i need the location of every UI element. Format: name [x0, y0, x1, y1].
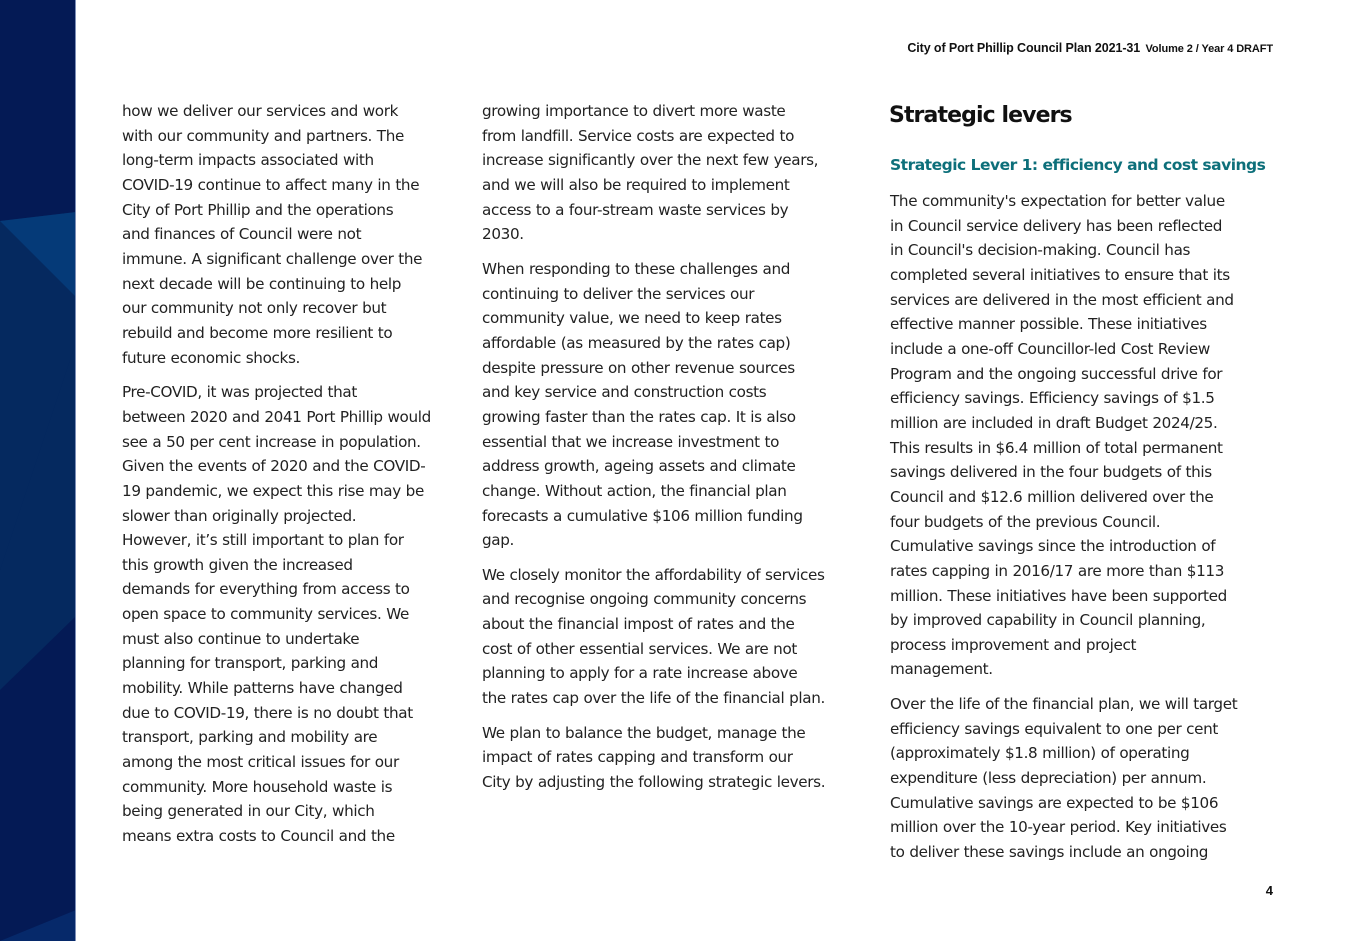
- text-line: must also continue to undertake: [122, 629, 360, 648]
- sidebar-edge-line: [75, 0, 76, 941]
- text-line: about the financial impost of rates and the: [482, 615, 795, 634]
- text-line: immune. A significant challenge over the: [122, 249, 423, 268]
- document-title: City of Port Phillip Council Plan 2021-31: [907, 41, 1141, 55]
- text-line: among the most critical issues for our: [122, 753, 399, 772]
- text-line: savings delivered in the four budgets of this: [890, 463, 1212, 482]
- text-line: being generated in our City, which: [122, 802, 375, 821]
- text-line: between 2020 and 2041 Port Phillip would: [122, 407, 431, 426]
- text-line: Over the life of the financial plan, we will target: [890, 695, 1238, 714]
- text-line: services are delivered in the most efficient and: [890, 290, 1234, 309]
- paragraph: [482, 99, 872, 247]
- text-line: long-term impacts associated with: [122, 151, 374, 170]
- text-line: management.: [890, 660, 993, 679]
- text-line: However, it’s still important to plan for: [122, 531, 404, 550]
- paragraph: [482, 257, 872, 553]
- document-volume: Volume 2 / Year 4 DRAFT: [1145, 43, 1273, 55]
- text-line: million over the 10-year period. Key initiatives: [890, 818, 1227, 837]
- text-line: We plan to balance the budget, manage the: [482, 723, 806, 742]
- running-header: [907, 41, 1273, 55]
- text-line: The community's expectation for better value: [890, 192, 1225, 210]
- text-line: Council and $12.6 million delivered over the: [890, 487, 1214, 506]
- text-line: 19 pandemic, we expect this rise may be: [122, 481, 424, 500]
- text-line: open space to community services. We: [122, 605, 409, 624]
- text-line: and key service and construction costs: [482, 383, 767, 402]
- text-line: 2030.: [482, 225, 524, 244]
- text-line: When responding to these challenges and: [482, 259, 791, 278]
- sidebar-geometric-pattern: [0, 0, 76, 941]
- section-heading: Strategic levers: [889, 103, 1072, 128]
- text-line: This results in $6.4 million of total permanent: [890, 438, 1223, 457]
- text-line: community. More household waste is: [122, 777, 393, 796]
- subsection-heading: Strategic Lever 1: efficiency and cost savings: [890, 156, 1266, 174]
- text-line: in Council service delivery has been reflected: [890, 216, 1223, 235]
- text-line: our community not only recover but: [122, 299, 387, 318]
- text-line: planning to apply for a rate increase above: [482, 664, 798, 683]
- text-line: affordable (as measured by the rates cap): [482, 333, 791, 352]
- text-line: Cumulative savings since the introduction of: [890, 537, 1216, 556]
- text-line: million are included in draft Budget 2024/25.: [890, 413, 1218, 432]
- text-column-1: [122, 99, 467, 859]
- text-column-2: [482, 99, 872, 805]
- text-line: efficiency savings. Efficiency savings of $1.5: [890, 389, 1215, 408]
- text-line: see a 50 per cent increase in population.: [122, 432, 421, 451]
- text-line: COVID-19 continue to affect many in the: [122, 175, 420, 194]
- text-line: and we will also be required to implement: [482, 175, 790, 194]
- text-line: demands for everything from access to: [122, 580, 410, 599]
- text-line: the rates cap over the life of the financial plan.: [482, 689, 825, 708]
- text-line: address growth, ageing assets and climate: [482, 457, 796, 476]
- text-line: despite pressure on other revenue sources: [482, 358, 795, 377]
- text-line: impact of rates capping and transform our: [482, 748, 793, 767]
- text-line: future economic shocks.: [122, 348, 300, 367]
- text-line: next decade will be continuing to help: [122, 274, 402, 293]
- text-line: rebuild and become more resilient to: [122, 323, 393, 342]
- text-line: continuing to deliver the services our: [482, 284, 755, 303]
- paragraph: [482, 721, 872, 795]
- paragraph: [122, 99, 467, 370]
- text-line: how we deliver our services and work: [122, 102, 399, 120]
- text-line: transport, parking and mobility are: [122, 728, 378, 747]
- text-column-3: [890, 189, 1280, 875]
- text-line: expenditure (less depreciation) per annum.: [890, 769, 1207, 788]
- paragraph: [890, 189, 1280, 682]
- text-line: four budgets of the previous Council.: [890, 512, 1161, 531]
- text-line: slower than originally projected.: [122, 506, 357, 525]
- text-line: community value, we need to keep rates: [482, 309, 782, 328]
- text-line: cost of other essential services. We are not: [482, 639, 797, 658]
- text-line: gap.: [482, 531, 515, 550]
- text-line: City by adjusting the following strategic levers.: [482, 773, 826, 792]
- text-line: means extra costs to Council and the: [122, 827, 395, 846]
- text-line: We closely monitor the affordability of services: [482, 565, 825, 584]
- decorative-sidebar: [0, 0, 76, 941]
- text-line: Program and the ongoing successful drive for: [890, 364, 1223, 383]
- text-line: due to COVID-19, there is no doubt that: [122, 703, 413, 722]
- text-line: this growth given the increased: [122, 555, 353, 574]
- text-line: million. These initiatives have been supported: [890, 586, 1227, 605]
- paragraph: [890, 692, 1280, 865]
- text-line: (approximately $1.8 million) of operating: [890, 744, 1190, 763]
- text-line: increase significantly over the next few years,: [482, 151, 819, 170]
- text-line: planning for transport, parking and: [122, 654, 379, 673]
- text-line: mobility. While patterns have changed: [122, 679, 403, 698]
- page-number: 4: [1265, 883, 1273, 898]
- text-line: forecasts a cumulative $106 million funding: [482, 506, 803, 525]
- text-line: Pre-COVID, it was projected that: [122, 383, 357, 402]
- paragraph: [482, 563, 872, 711]
- text-line: with our community and partners. The: [122, 126, 404, 145]
- text-line: from landfill. Service costs are expected to: [482, 126, 795, 145]
- text-line: completed several initiatives to ensure that its: [890, 265, 1230, 284]
- text-line: and recognise ongoing community concerns: [482, 590, 807, 609]
- text-line: to deliver these savings include an ongoing: [890, 843, 1209, 862]
- text-line: process improvement and project: [890, 635, 1137, 654]
- text-line: rates capping in 2016/17 are more than $113: [890, 561, 1225, 580]
- text-line: Given the events of 2020 and the COVID-: [122, 457, 426, 476]
- text-line: Cumulative savings are expected to be $106: [890, 793, 1219, 812]
- text-line: growing importance to divert more waste: [482, 102, 786, 120]
- text-line: essential that we increase investment to: [482, 432, 780, 451]
- text-line: access to a four-stream waste services by: [482, 200, 789, 219]
- text-line: in Council's decision-making. Council has: [890, 241, 1191, 260]
- text-line: and finances of Council were not: [122, 225, 362, 244]
- text-line: by improved capability in Council planning,: [890, 611, 1206, 630]
- text-line: effective manner possible. These initiatives: [890, 315, 1207, 334]
- text-line: include a one-off Councillor-led Cost Review: [890, 339, 1210, 358]
- text-line: City of Port Phillip and the operations: [122, 200, 394, 219]
- text-line: change. Without action, the financial plan: [482, 481, 787, 500]
- paragraph: [122, 380, 467, 848]
- text-line: growing faster than the rates cap. It is also: [482, 407, 796, 426]
- text-line: efficiency savings equivalent to one per cent: [890, 719, 1219, 738]
